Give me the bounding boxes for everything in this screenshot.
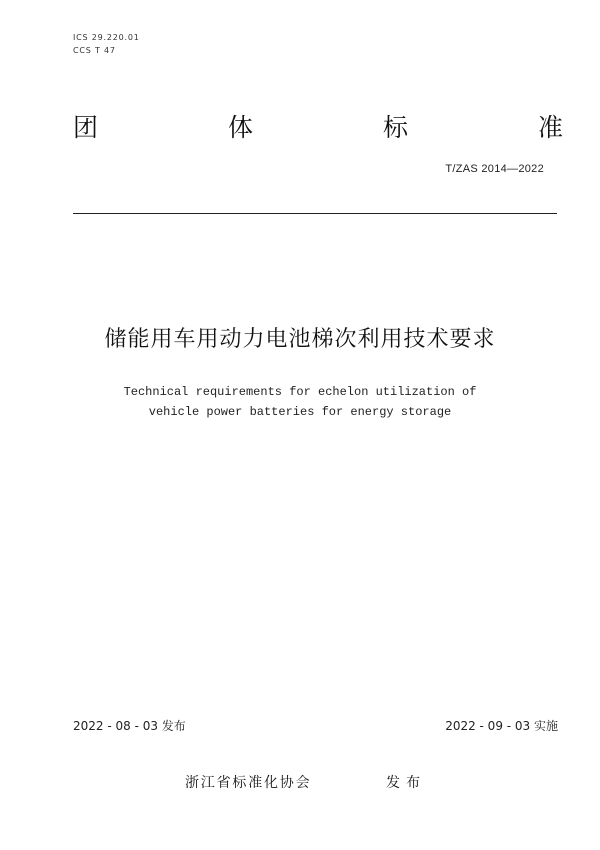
english-title: [0, 382, 600, 422]
standard-type-heading: [73, 113, 563, 143]
standard-type-char-2: 体: [227, 113, 253, 142]
publisher-name: 浙江省标准化协会: [185, 775, 312, 791]
standard-number: T/ZAS 2014—2022: [445, 163, 544, 175]
ics-code: ICS 29.220.01: [73, 33, 140, 42]
ccs-code: CCS T 47: [73, 46, 116, 55]
issue-date: 2022 - 08 - 03 发布: [73, 719, 186, 733]
publish-label: 发布: [386, 775, 426, 791]
standard-type-char-3: 标: [382, 113, 408, 142]
english-title-line-2: vehicle power batteries for energy storage: [148, 405, 452, 419]
standard-type-char-1: 团: [73, 113, 99, 142]
standard-type-char-4: 准: [537, 113, 563, 142]
chinese-title: 储能用车用动力电池梯次利用技术要求: [104, 327, 496, 352]
header-divider: [73, 213, 557, 214]
classification-codes: [73, 31, 140, 57]
implementation-date: 2022 - 09 - 03 实施: [445, 719, 558, 733]
english-title-line-1: Technical requirements for echelon utilization of: [123, 385, 477, 399]
